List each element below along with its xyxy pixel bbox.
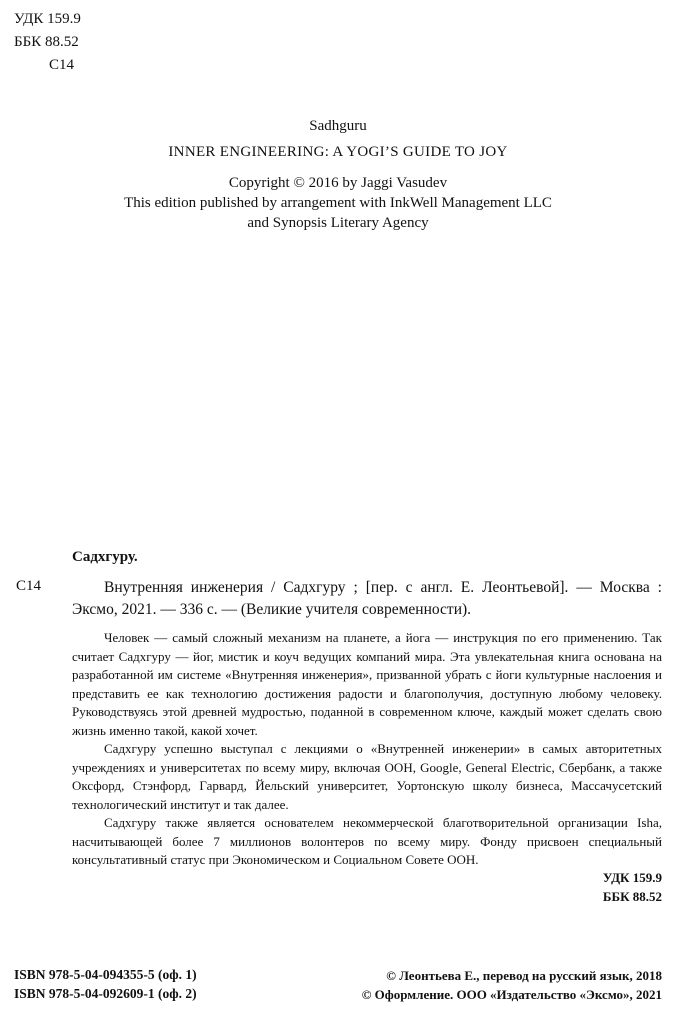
library-codes	[14, 8, 81, 77]
catalog-description	[72, 577, 662, 621]
copyright-line: and Synopsis Literary Agency	[247, 215, 429, 231]
copyright-line: Copyright © 2016 by Jaggi Vasudev	[228, 175, 448, 191]
abstract-paragraph: Человек — самый сложный механизм на планете, а йога — инструкция по его применению. Так считает Садхгуру — йог, мистик и коуч ведущих компаний мира. Эта увлекательная книга основана на разработанной им системе «Внутренняя инженерия», призванной убрать с йоги культурные наслоения и представить ее как технологию достижения радости и благополучия, доступную любому человеку. Руководствуясь этой древней мудростью, поданной в современном ключе, каждый может сделать свою жизнь именно такой, какой хочет.	[72, 630, 662, 738]
catalog-author: Садхгуру.	[72, 549, 138, 565]
copyright-line: This edition published by arrangement with InkWell Management LLC	[124, 195, 552, 211]
classification-bbk: ББК 88.52	[602, 889, 662, 904]
abstract-paragraph: Садхгуру успешно выступал с лекциями о «Внутренней инженерии» в самых авторитетных учреждениях и университетах по всему миру, включая ООН, Google, General Electric, Сбербанк, а также Оксфорд, Стэнфорд, Гарвард, Йельский университет, Уортонскую школу бизнеса, Массачусетский технологический институт и так далее.	[72, 741, 662, 812]
abstract-paragraph: Садхгуру также является основателем некоммерческой благотворительной организации Isha, насчитывающей более 7 миллионов волонтеров по всему миру. Фонду присвоен специальный консультативный статус при Экономическом и Социальном Совете ООН.	[72, 815, 662, 867]
udk-code: УДК 159.9	[14, 11, 81, 27]
copyright-ru-block	[362, 966, 662, 1004]
copyright-ru-line: © Оформление. ООО «Издательство «Эксмо», 2021	[361, 987, 662, 1002]
author-sign: С14	[49, 57, 75, 73]
catalog-code: С14	[16, 578, 42, 594]
original-author: Sadhguru	[309, 118, 367, 134]
classification-udk: УДК 159.9	[602, 870, 662, 885]
classification	[603, 868, 662, 906]
bbk-code: ББК 88.52	[14, 34, 79, 50]
catalog-description-text: Внутренняя инженерия / Садхгуру ; [пер. с англ. Е. Леонтьевой]. — Москва : Эксмо, 2021. — 336 с. — (Великие учителя современности).	[72, 579, 662, 618]
isbn-block	[14, 965, 197, 1003]
isbn-line: ISBN 978-5-04-092609-1 (оф. 2)	[14, 986, 197, 1001]
abstract	[72, 629, 662, 870]
copyright-block	[0, 173, 676, 233]
original-title: INNER ENGINEERING: A YOGI’S GUIDE TO JOY	[168, 144, 508, 160]
isbn-line: ISBN 978-5-04-094355-5 (оф. 1)	[14, 967, 197, 982]
copyright-ru-line: © Леонтьева Е., перевод на русский язык, 2018	[386, 968, 662, 983]
